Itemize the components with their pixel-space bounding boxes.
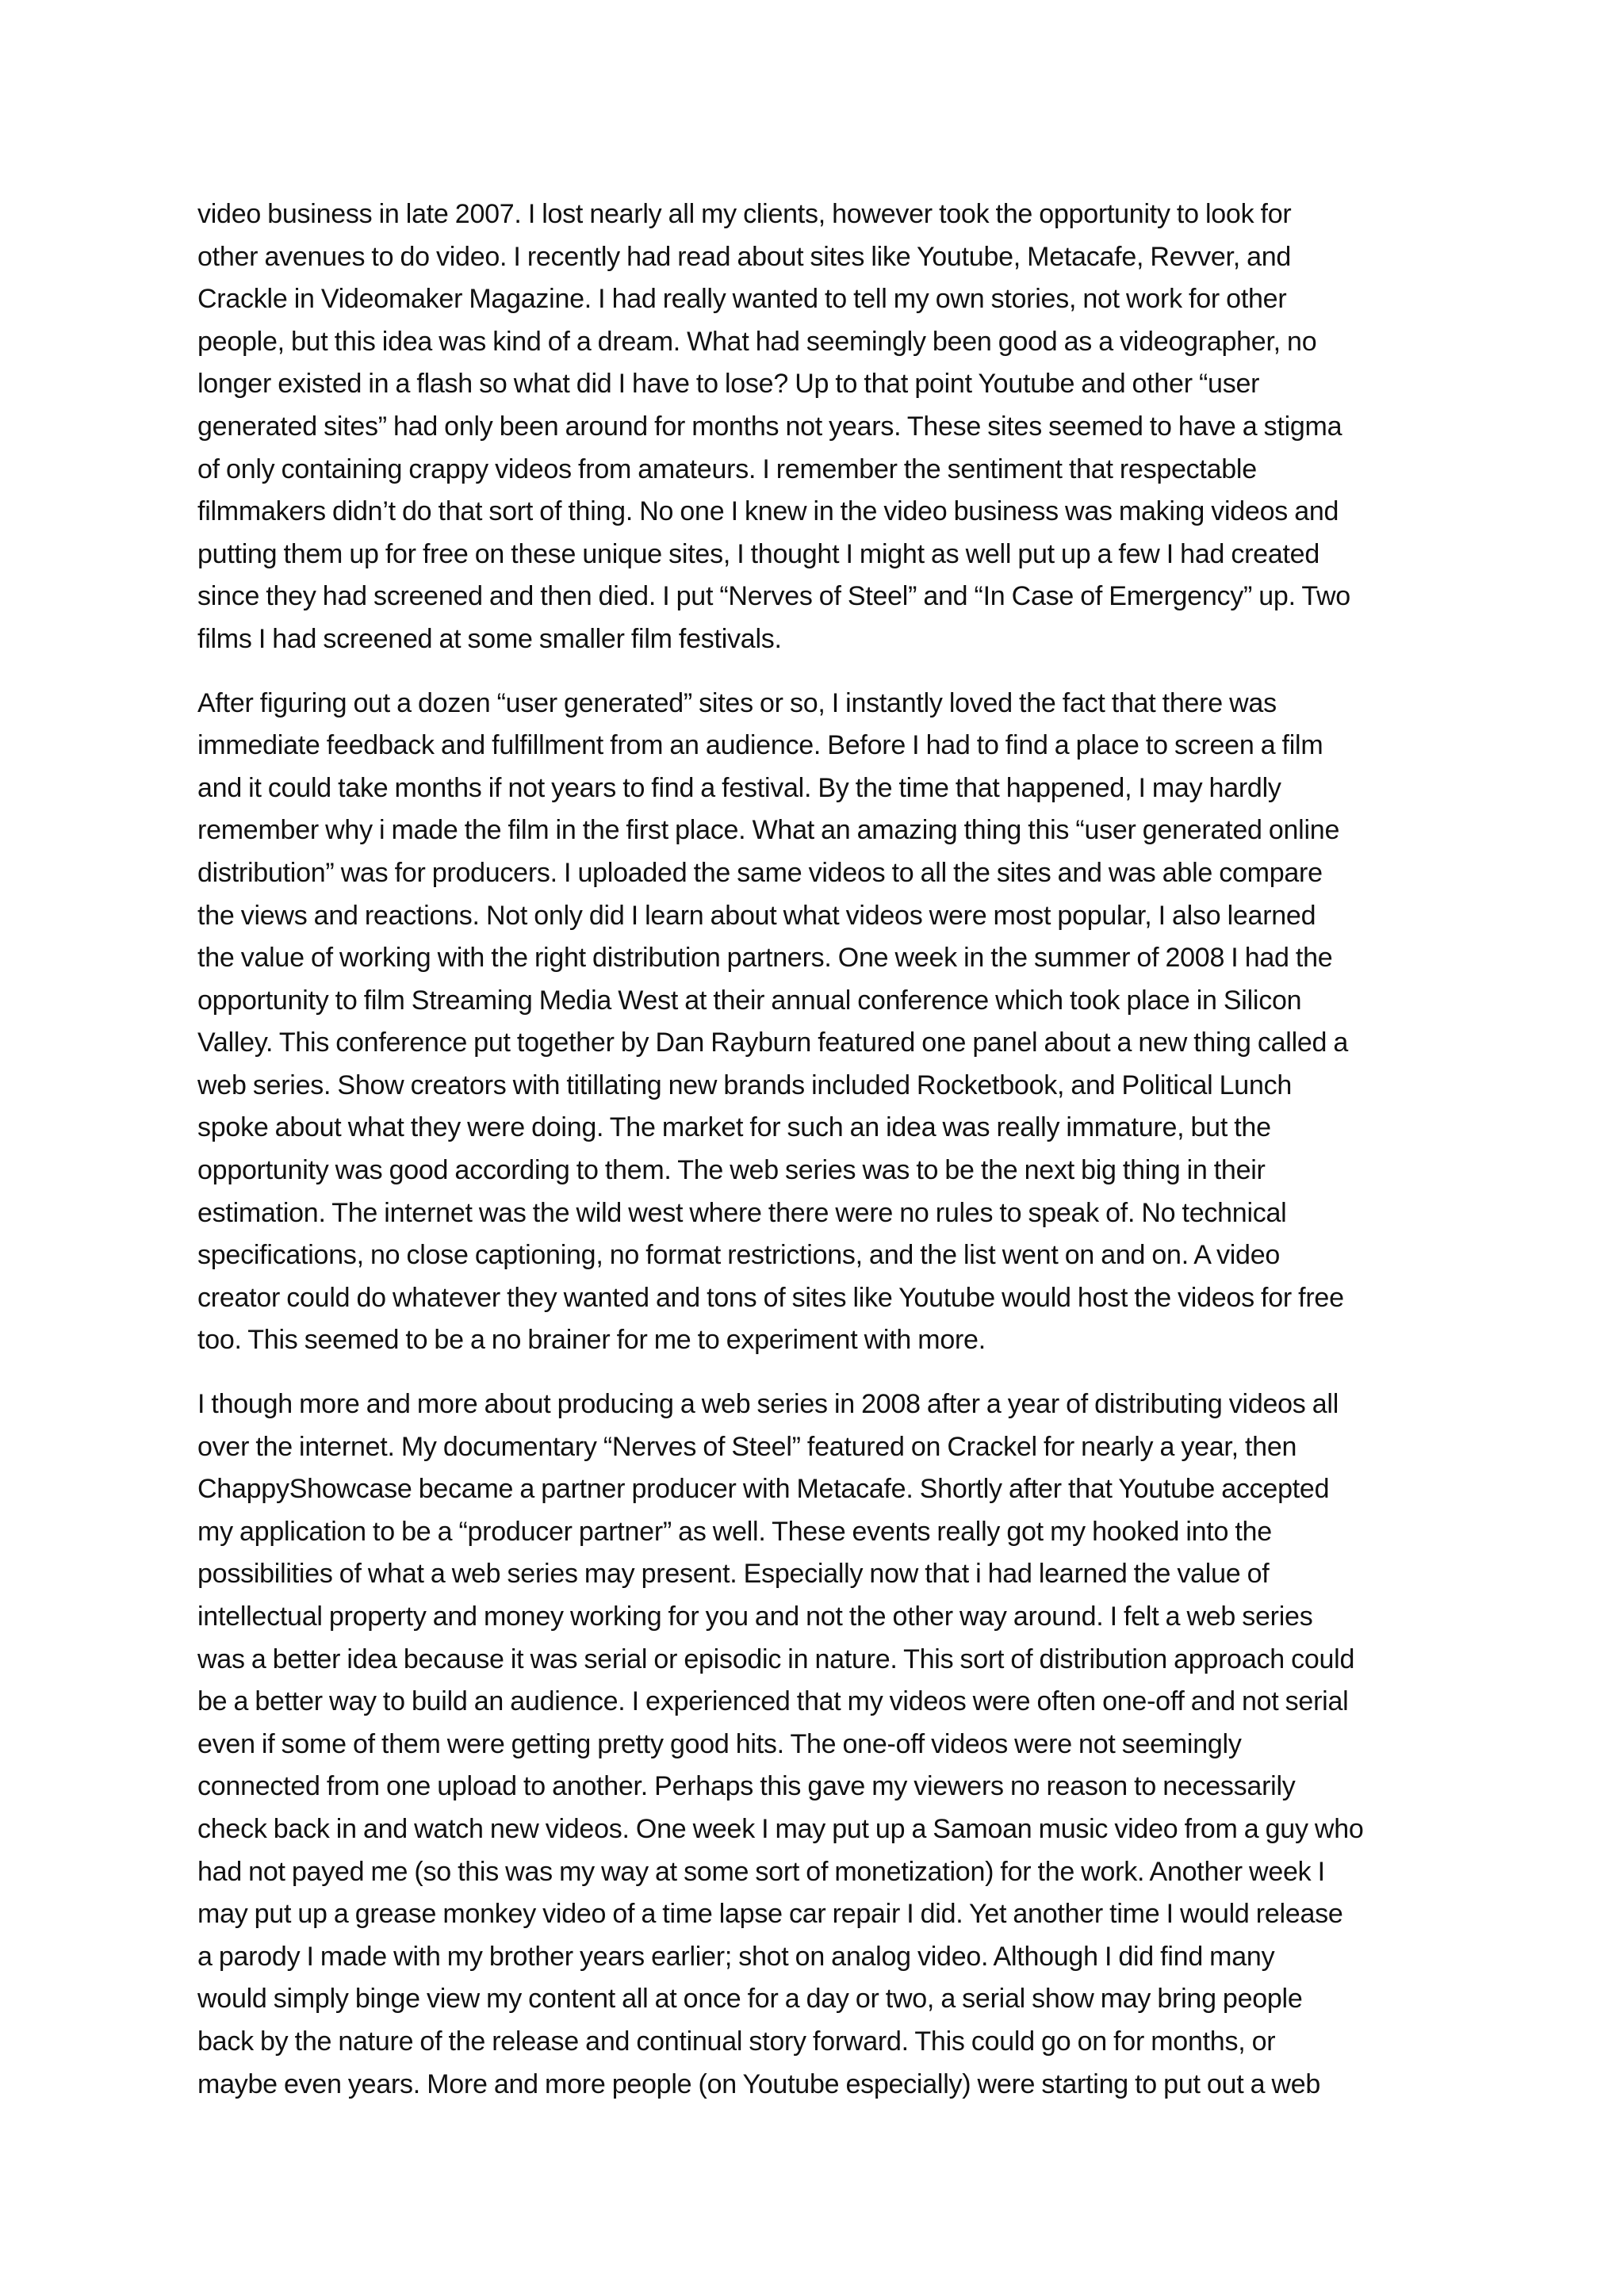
text-line: back by the nature of the release and continual story forward. This could go on for months, or — [197, 2026, 1276, 2057]
text-line: intellectual property and money working for you and not the other way around. I felt a web series — [197, 1601, 1313, 1632]
text-line: maybe even years. More and more people (on Youtube especially) were starting to put out a web — [197, 2068, 1321, 2099]
text-line: a parody I made with my brother years earlier; shot on analog video. Although I did find many — [197, 1941, 1275, 1972]
text-line: immediate feedback and fulfillment from an audience. Before I had to find a place to screen a film — [197, 730, 1323, 761]
text-line: too. This seemed to be a no brainer for me to experiment with more. — [197, 1325, 986, 1356]
text-line: opportunity was good according to them. The web series was to be the next big thing in their — [197, 1155, 1266, 1186]
text-line: had not payed me (so this was my way at some sort of monetization) for the work. Another week I — [197, 1856, 1325, 1887]
text-line: spoke about what they were doing. The market for such an idea was really immature, but the — [197, 1112, 1271, 1143]
text-line: be a better way to build an audience. I experienced that my videos were often one-off and not serial — [197, 1686, 1349, 1717]
text-line: Valley. This conference put together by Dan Rayburn featured one panel about a new thing called a — [197, 1027, 1349, 1058]
text-line: longer existed in a flash so what did I have to lose? Up to that point Youtube and other “user — [197, 369, 1260, 400]
text-line: may put up a grease monkey video of a time lapse car repair I did. Yet another time I would release — [197, 1899, 1343, 1930]
text-line: check back in and watch new videos. One week I may put up a Samoan music video from a guy who — [197, 1813, 1364, 1844]
paragraph — [197, 683, 1434, 1363]
text-line: I though more and more about producing a web series in 2008 after a year of distributing videos all — [197, 1389, 1339, 1420]
text-line: specifications, no close captioning, no format restrictions, and the list went on and on. A video — [197, 1240, 1281, 1271]
paragraph — [197, 193, 1434, 661]
text-line: would simply binge view my content all at once for a day or two, a serial show may bring people — [197, 1984, 1303, 2015]
text-line: films I had screened at some smaller film festivals. — [197, 623, 782, 654]
text-line: was a better idea because it was serial or episodic in nature. This sort of distribution approach could — [197, 1644, 1355, 1674]
text-line: Crackle in Videomaker Magazine. I had really wanted to tell my own stories, not work for other — [197, 284, 1287, 315]
text-line: After figuring out a dozen “user generated” sites or so, I instantly loved the fact that there was — [197, 687, 1277, 718]
text-line: video business in late 2007. I lost nearly all my clients, however took the opportunity to look for — [197, 199, 1292, 229]
text-line: the views and reactions. Not only did I learn about what videos were most popular, I also learned — [197, 900, 1316, 931]
text-line: generated sites” had only been around for months not years. These sites seemed to have a stigma — [197, 411, 1342, 442]
text-line: estimation. The internet was the wild west where there were no rules to speak of. No technical — [197, 1197, 1287, 1228]
text-line: over the internet. My documentary “Nerves of Steel” featured on Crackel for nearly a year, then — [197, 1431, 1297, 1462]
text-line: other avenues to do video. I recently had read about sites like Youtube, Metacafe, Revver, and — [197, 241, 1292, 272]
text-line: of only containing crappy videos from amateurs. I remember the sentiment that respectable — [197, 453, 1257, 484]
text-line: opportunity to film Streaming Media West at their annual conference which took place in Silicon — [197, 985, 1302, 1016]
text-line: distribution” was for producers. I uploaded the same videos to all the sites and was able compare — [197, 857, 1323, 888]
text-line: creator could do whatever they wanted and tons of sites like Youtube would host the videos for free — [197, 1282, 1344, 1313]
text-line: web series. Show creators with titillating new brands included Rocketbook, and Political Lunch — [197, 1070, 1293, 1100]
text-line: ChappyShowcase became a partner producer with Metacafe. Shortly after that Youtube accepted — [197, 1474, 1330, 1505]
document-body — [197, 193, 1434, 2127]
text-line: people, but this idea was kind of a dream. What had seemingly been good as a videographer, no — [197, 326, 1317, 357]
paragraph — [197, 1383, 1434, 2106]
text-line: connected from one upload to another. Perhaps this gave my viewers no reason to necessarily — [197, 1771, 1296, 1802]
text-line: my application to be a “producer partner” as well. These events really got my hooked into the — [197, 1516, 1272, 1547]
text-line: possibilities of what a web series may present. Especially now that i had learned the value of — [197, 1559, 1270, 1590]
text-line: the value of working with the right distribution partners. One week in the summer of 2008 I had the — [197, 943, 1333, 974]
text-line: and it could take months if not years to find a festival. By the time that happened, I may hardly — [197, 772, 1281, 803]
text-line: even if some of them were getting pretty good hits. The one-off videos were not seemingly — [197, 1728, 1242, 1759]
text-line: remember why i made the film in the first place. What an amazing thing this “user generated online — [197, 815, 1340, 846]
text-line: since they had screened and then died. I put “Nerves of Steel” and “In Case of Emergency” up. Two — [197, 581, 1350, 612]
text-line: filmmakers didn’t do that sort of thing. No one I knew in the video business was making videos and — [197, 496, 1339, 527]
text-line: putting them up for free on these unique sites, I thought I might as well put up a few I had created — [197, 538, 1320, 569]
